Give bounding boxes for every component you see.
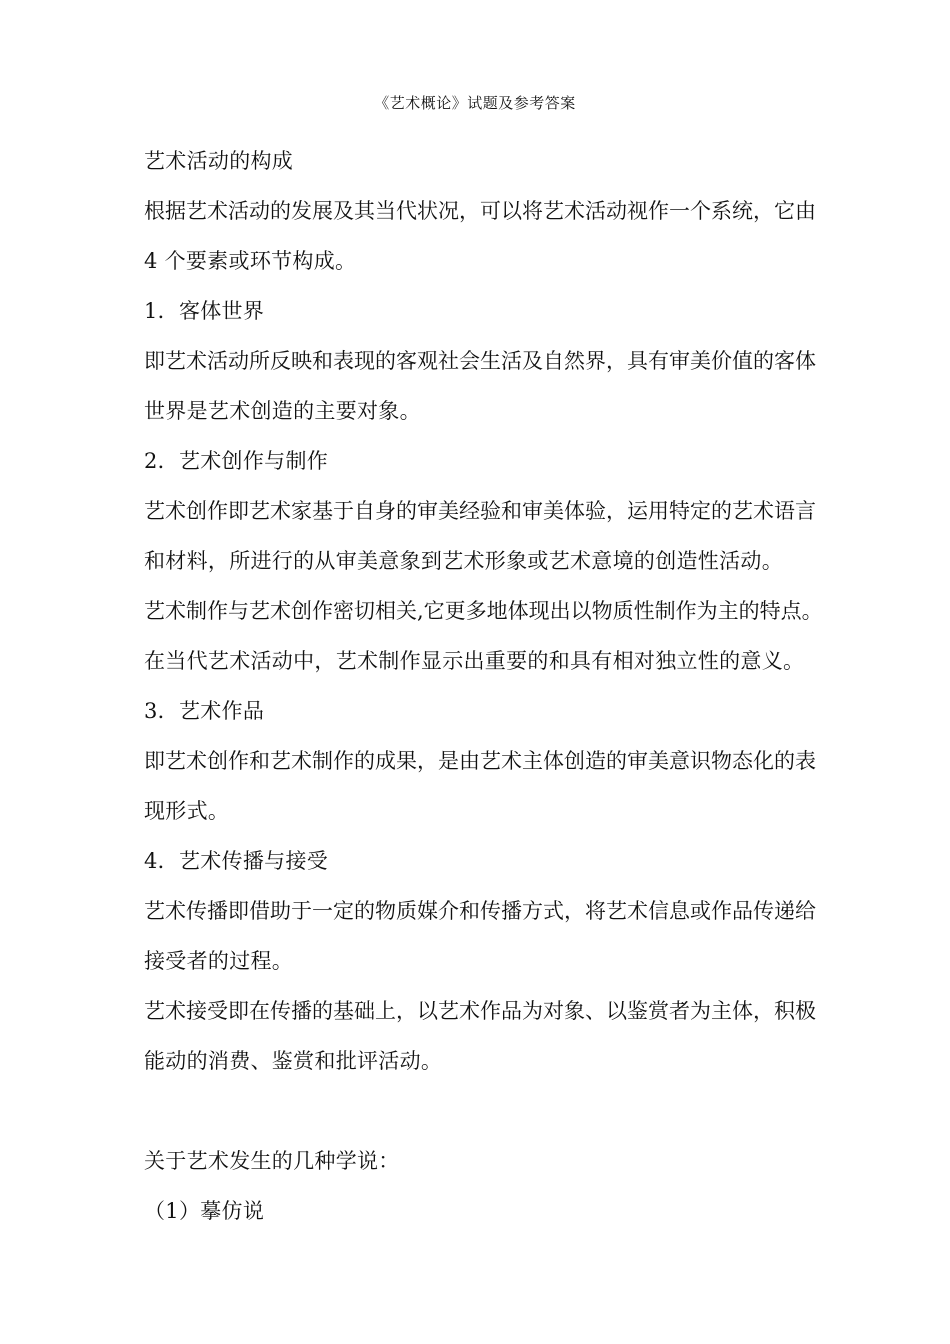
paragraph-line: 艺术创作即艺术家基于自身的审美经验和审美体验，运用特定的艺术语言 bbox=[144, 499, 816, 523]
item-heading: 1．客体世界 bbox=[144, 299, 265, 323]
paragraph-line: 艺术接受即在传播的基础上，以艺术作品为对象、以鉴赏者为主体，积极 bbox=[144, 999, 816, 1023]
subsection-heading: （1）摹仿说 bbox=[144, 1199, 265, 1223]
paragraph-line: 在当代艺术活动中，艺术制作显示出重要的和具有相对独立性的意义。 bbox=[144, 649, 805, 673]
page-header: 《艺术概论》试题及参考答案 bbox=[374, 94, 576, 112]
item-heading: 2．艺术创作与制作 bbox=[144, 449, 329, 473]
paragraph-line: 4 个要素或环节构成。 bbox=[144, 249, 357, 273]
paragraph-line: 能动的消费、鉴赏和批评活动。 bbox=[144, 1049, 443, 1073]
section-heading: 关于艺术发生的几种学说： bbox=[144, 1149, 400, 1173]
paragraph-line: 根据艺术活动的发展及其当代状况，可以将艺术活动视作一个系统，它由 bbox=[144, 199, 816, 223]
section-heading: 艺术活动的构成 bbox=[144, 149, 294, 173]
paragraph-line: 即艺术创作和艺术制作的成果，是由艺术主体创造的审美意识物态化的表 bbox=[144, 749, 816, 773]
paragraph-line: 即艺术活动所反映和表现的客观社会生活及自然界，具有审美价值的客体 bbox=[144, 349, 816, 373]
paragraph-line: 现形式。 bbox=[144, 799, 230, 823]
paragraph-line: 和材料，所进行的从审美意象到艺术形象或艺术意境的创造性活动。 bbox=[144, 549, 783, 573]
item-heading: 3．艺术作品 bbox=[144, 699, 265, 723]
paragraph-line: 艺术传播即借助于一定的物质媒介和传播方式，将艺术信息或作品传递给 bbox=[144, 899, 816, 923]
paragraph-line: 世界是艺术创造的主要对象。 bbox=[144, 399, 421, 423]
paragraph-line: 艺术制作与艺术创作密切相关,它更多地体现出以物质性制作为主的特点。 bbox=[144, 599, 823, 623]
paragraph-line: 接受者的过程。 bbox=[144, 949, 294, 973]
item-heading: 4．艺术传播与接受 bbox=[144, 849, 329, 873]
